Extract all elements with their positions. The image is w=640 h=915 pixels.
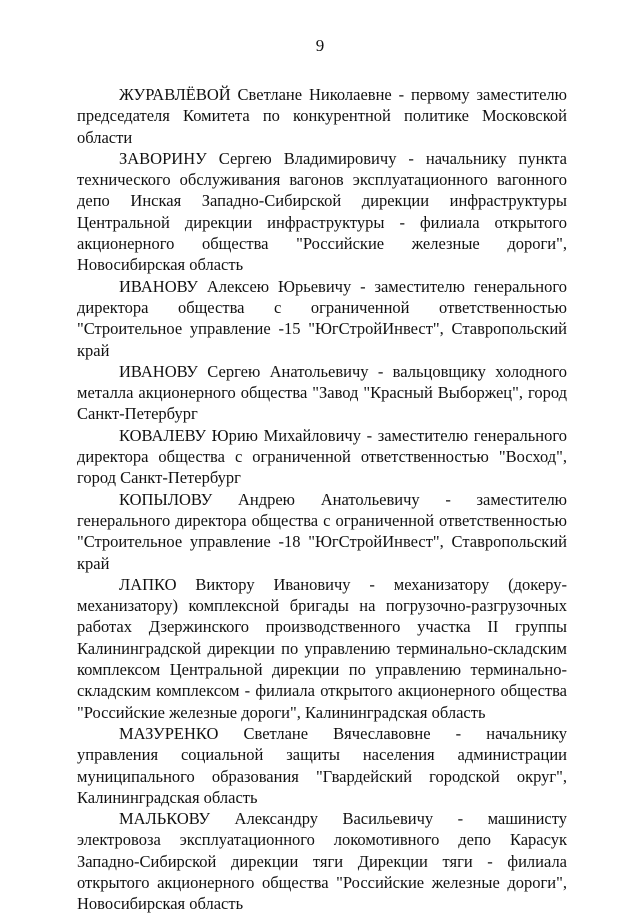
list-item: КОВАЛЕВУ Юрию Михайловичу - заместителю генерального директора общества с ограниченной ответственностью "Восход", город Санкт-Петербург [77,425,567,488]
list-item: ЖУРАВЛЁВОЙ Светлане Николаевне - первому заместителю председателя Комитета по конкурентной политике Московской области [77,85,567,147]
list-item: МАЛЬКОВУ Александру Васильевичу - машинисту электровоза эксплуатационного локомотивного депо Карасук Западно-Сибирской дирекции тяги Дирекции тяги - филиала открытого акционерного общества "Российские железные дороги", Новосибирская область [77,809,567,914]
page-number: 9 [315,36,325,55]
list-item: МАЗУРЕНКО Светлане Вячеславовне - начальнику управления социальной защиты населения администрации муниципального образования "Гвардейский городской округ", Калининградская область [77,723,567,807]
list-item: ИВАНОВУ Сергею Анатольевичу - вальцовщику холодного металла акционерного общества "Завод "Красный Выборжец", город Санкт-Петербург [77,361,567,424]
award-list [77,84,567,915]
list-item: КОПЫЛОВУ Андрею Анатольевичу - заместителю генерального директора общества с ограниченной ответственностью "Строительное управление -18 "ЮгСтройИнвест", Ставропольский край [77,489,567,573]
list-item: ЗАВОРИНУ Сергею Владимировичу - начальнику пункта технического обслуживания вагонов эксплуатационного вагонного депо Инская Западно-Сибирской дирекции инфраструктуры Центральной дирекции инфраструктуры - филиала открытого акционерного общества "Российские железные дороги", Новосибирская область [77,148,567,275]
list-item: ЛАПКО Виктору Ивановичу - механизатору (докеру-механизатору) комплексной бригады на погрузочно-разгрузочных работах Дзержинского производственного участка II группы Калининградской дирекции по управлению терминально-складским комплексом Центральной дирекции по управлению терминально-складским комплексом - филиала открытого акционерного общества "Российские железные дороги", Калининградская область [77,574,567,722]
list-item: ИВАНОВУ Алексею Юрьевичу - заместителю генерального директора общества с ограниченной ответственностью "Строительное управление -15 "ЮгСтройИнвест", Ставропольский край [77,276,567,360]
